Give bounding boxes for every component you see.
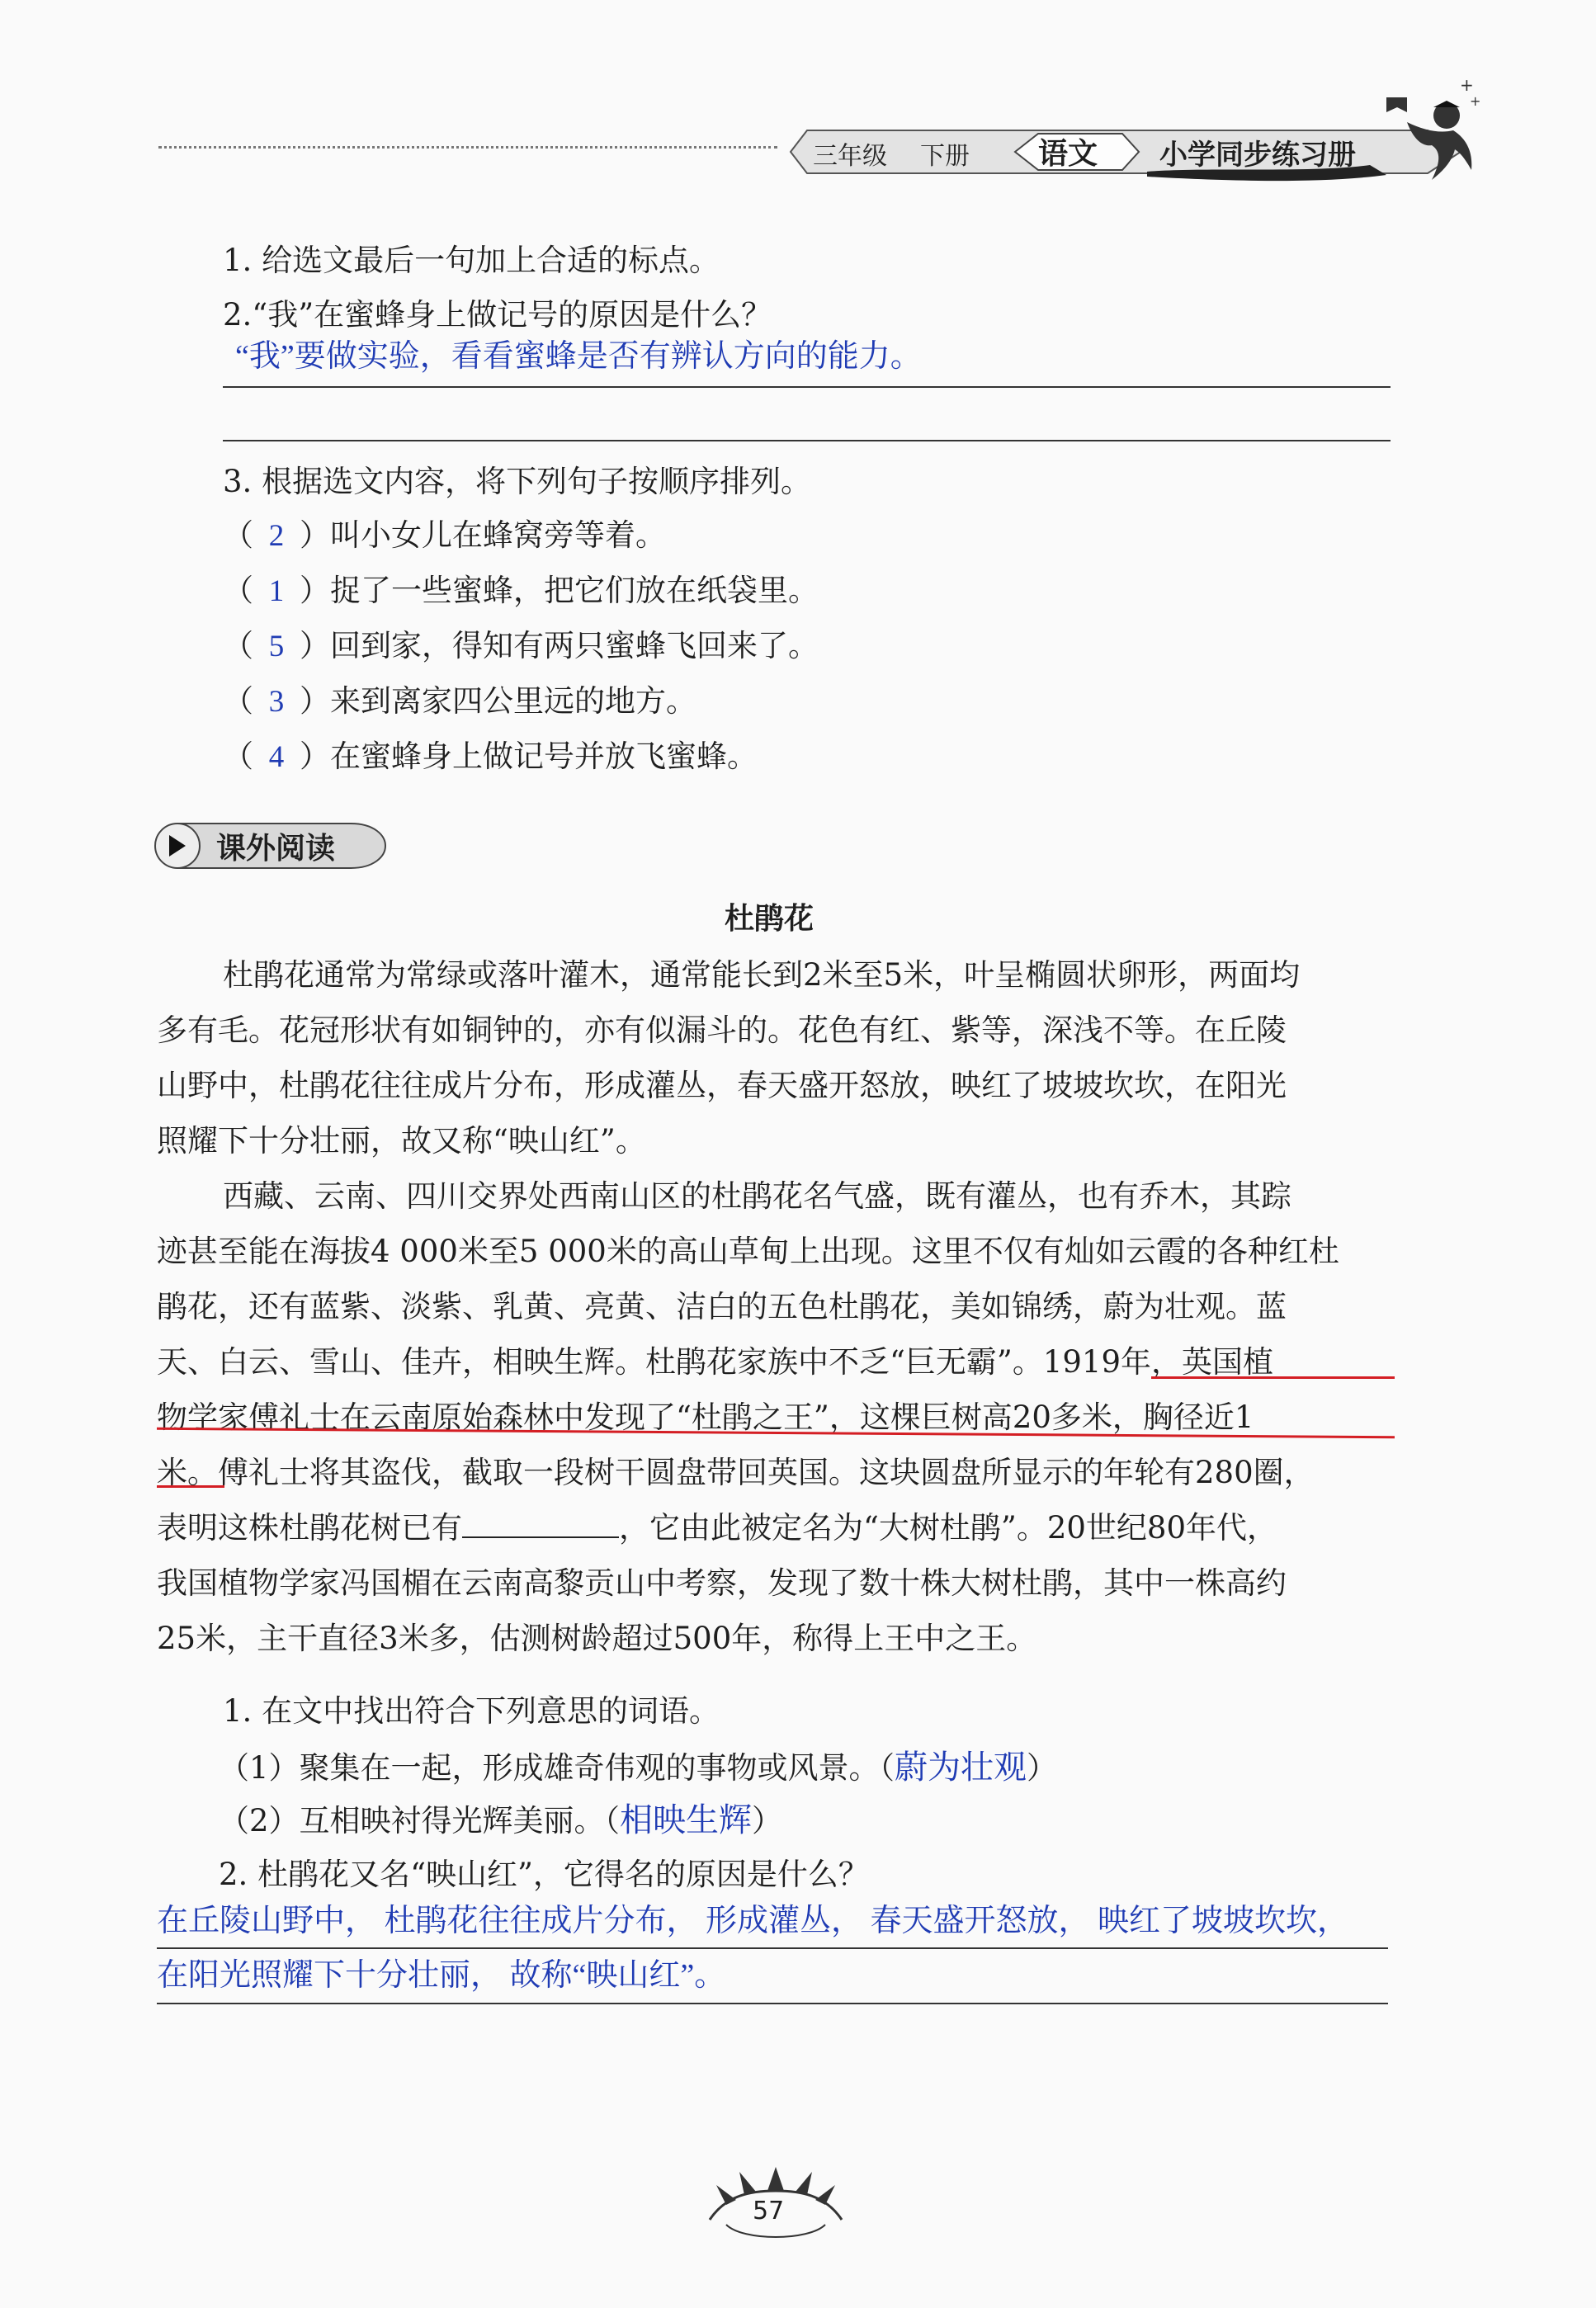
order-text: 回到家，得知有两只蜜蜂飞回来了。 — [330, 628, 819, 663]
header-dotted-rule — [158, 146, 777, 149]
question-text: （2）互相映衬得光辉美丽。（ — [219, 1803, 621, 1838]
article-title: 杜鹃花 — [725, 902, 815, 936]
question-1: 1. 给选文最后一句加上合适的标点。 — [223, 243, 720, 278]
answer-rule-3 — [157, 1947, 1388, 1949]
fill-in-blank[interactable] — [462, 1512, 619, 1538]
article-line: 照耀下十分壮丽，故又称“映山红”。 — [157, 1123, 646, 1159]
header-volume: 下册 — [920, 143, 970, 170]
order-item: （ 2 ）叫小女儿在蜂窝旁等着。 — [223, 516, 666, 556]
article-line: 物学家傅礼士在云南原始森林中发现了“杜鹃之王”，这棵巨树高20多米，胸径近1 — [157, 1399, 1254, 1435]
question-answer: 相映生辉 — [620, 1801, 753, 1838]
section-badge-label: 课外阅读 — [216, 832, 336, 866]
red-underline — [157, 1485, 224, 1488]
header-grade: 三年级 — [813, 143, 887, 170]
order-text: 来到离家四公里远的地方。 — [330, 683, 696, 719]
svg-text:+: + — [1460, 75, 1474, 95]
order-number: 2 — [268, 519, 285, 553]
order-number: 1 — [268, 574, 285, 608]
question-answer: 蔚为壮观 — [895, 1749, 1027, 1786]
article-line-with-blank — [157, 1500, 1395, 1555]
order-text: 叫小女儿在蜂窝旁等着。 — [330, 517, 666, 553]
article-line: 杜鹃花通常为常绿或落叶灌木，通常能长到2米至5米，叶呈椭圆状卵形，两面均 — [223, 957, 1301, 993]
article-line: 米。傅礼士将其盗伐，截取一段树干圆盘带回英国。这块圆盘所显示的年轮有280圈， — [157, 1455, 1315, 1490]
mascot-figure-icon — [1374, 73, 1481, 196]
answer-rule-2 — [223, 440, 1391, 441]
order-text: 捉了一些蜜蜂，把它们放在纸袋里。 — [330, 573, 819, 608]
article-line-part: ，它由此被定名为“大树杜鹃”。20世纪80年代， — [619, 1510, 1277, 1546]
order-number: 4 — [268, 740, 285, 774]
order-number: 5 — [268, 630, 285, 663]
question-2-answer: “我”要做实验，看看蜜蜂是否有辨认方向的能力。 — [235, 339, 922, 374]
order-item: （ 5 ）回到家，得知有两只蜜蜂飞回来了。 — [223, 626, 819, 667]
question-text: （1）聚集在一起，形成雄奇伟观的事物或风景。（ — [219, 1750, 895, 1786]
answer-rule-4 — [157, 2003, 1388, 2004]
article-line-part: 表明这株杜鹃花树已有 — [157, 1510, 462, 1546]
article-line: 山野中，杜鹃花往往成片分布，形成灌丛，春天盛开怒放，映红了坡坡坎坎，在阳光 — [157, 1068, 1287, 1103]
order-item: （ 1 ）捉了一些蜜蜂，把它们放在纸袋里。 — [223, 571, 819, 611]
close-paren: ） — [1027, 1750, 1058, 1786]
header-series-title: 小学同步练习册 — [1159, 139, 1356, 172]
order-item: （ 4 ）在蜜蜂身上做记号并放飞蜜蜂。 — [223, 737, 758, 777]
order-number: 3 — [268, 685, 285, 719]
close-paren: ） — [752, 1803, 783, 1838]
article-line: 多有毛。花冠形状有如铜钟的，亦有似漏斗的。花色有红、紫等，深浅不等。在丘陵 — [157, 1012, 1287, 1048]
article-question-1-1 — [219, 1748, 1057, 1788]
answer-rule-1 — [223, 386, 1391, 388]
svg-text:+: + — [1470, 93, 1481, 109]
article-question-1-2 — [219, 1801, 782, 1841]
header-subject: 语文 — [1038, 136, 1098, 171]
article-line: 天、白云、雪山、佳卉，相映生辉。杜鹃花家族中不乏“巨无霸”。1919年，英国植 — [157, 1344, 1273, 1380]
question-2: 2.“我”在蜜蜂身上做记号的原因是什么？ — [223, 297, 772, 333]
article-line: 迹甚至能在海拔4 000米至5 000米的高山草甸上出现。这里不仅有灿如云霞的各种红杜 — [157, 1234, 1339, 1269]
question-3: 3. 根据选文内容，将下列句子按顺序排列。 — [223, 464, 812, 499]
article-question-2: 2. 杜鹃花又名“映山红”，它得名的原因是什么？ — [219, 1857, 869, 1892]
article-line: 25米，主干直径3米多，估测树龄超过500年，称得上王中之王。 — [157, 1621, 1037, 1656]
red-underline — [1151, 1376, 1395, 1379]
article-line: 鹃花，还有蓝紫、淡紫、乳黄、亮黄、洁白的五色杜鹃花，美如锦绣，蔚为壮观。蓝 — [157, 1289, 1287, 1324]
article-question-2-answer-line1: 在丘陵山野中， 杜鹃花往往成片分布， 形成灌丛， 春天盛开怒放， 映红了坡坡坎坎， — [157, 1904, 1349, 1938]
article-line: 西藏、云南、四川交界处西南山区的杜鹃花名气盛，既有灌丛，也有乔木，其踪 — [223, 1178, 1291, 1214]
page-number: 57 — [753, 2197, 785, 2225]
article-line: 我国植物学家冯国楣在云南高黎贡山中考察，发现了数十株大树杜鹃，其中一株高约 — [157, 1565, 1287, 1601]
order-text: 在蜜蜂身上做记号并放飞蜜蜂。 — [330, 739, 758, 774]
article-question-2-answer-line2: 在阳光照耀下十分壮丽， 故称“映山红”。 — [157, 1958, 726, 1993]
article-question-1: 1. 在文中找出符合下列意思的词语。 — [223, 1693, 720, 1729]
order-item: （ 3 ）来到离家四公里远的地方。 — [223, 682, 696, 722]
